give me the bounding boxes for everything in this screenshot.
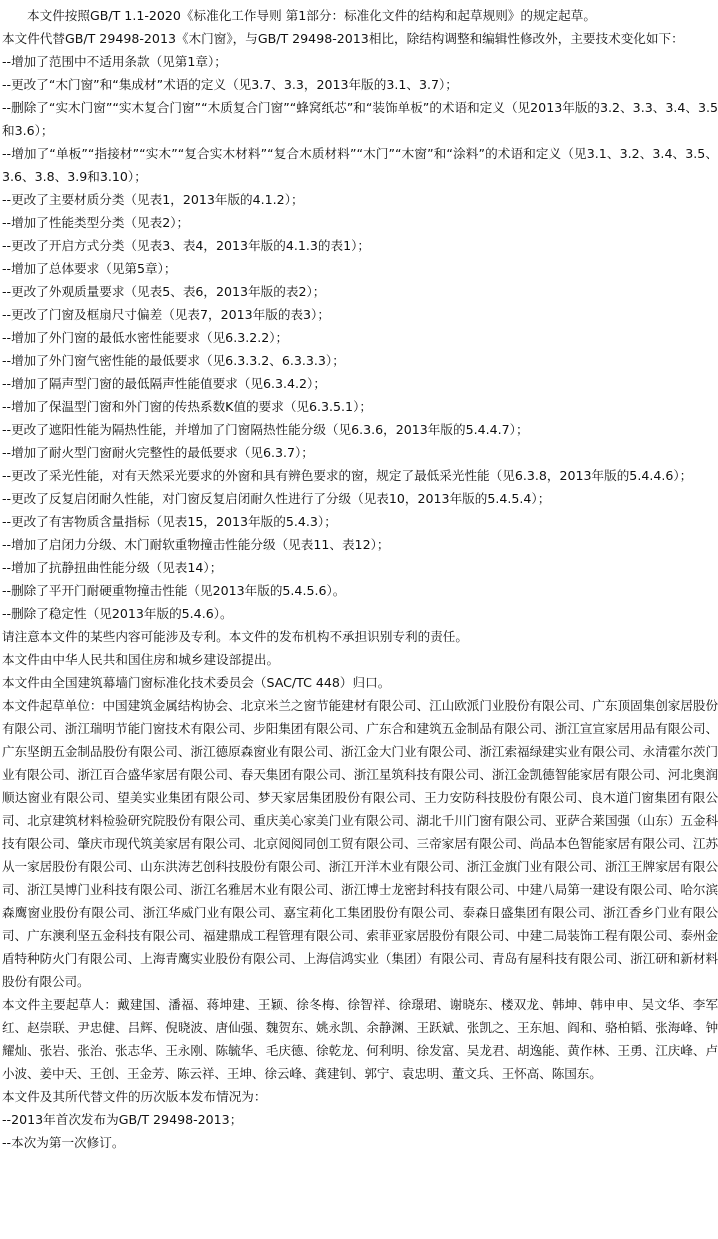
change-list-item: --更改了采光性能，对有天然采光要求的外窗和具有辨色要求的窗，规定了最低采光性能（见6.3.8，2013年版的5.4.4.6）； [2,468,693,483]
change-list-item: --更改了开启方式分类（见表3、表4，2013年版的4.1.3的表1）； [2,238,370,253]
version-history-heading: 本文件及其所代替文件的历次版本发布情况为： [2,1089,267,1104]
committee-paragraph: 本文件由全国建筑幕墙门窗标准化技术委员会（SAC/TC 448）归口。 [2,675,391,690]
version-history-item: --2013年首次发布为GB/T 29498-2013； [2,1112,243,1127]
change-list-item: --增加了“单板”“指接材”“实木”“复合实木材料”“复合木质材料”“木门”“木窗”和“涂料”的术语和定义（见3.1、3.2、3.4、3.5、3.6、3.8、3.9和3.10）； [2,146,718,184]
drafters-paragraph: 本文件主要起草人：戴建国、潘福、蒋坤建、王颖、徐冬梅、徐智祥、徐璟珺、谢晓东、楼双龙、韩坤、韩申申、吴文华、李军红、赵崇联、尹忠健、吕辉、倪晓波、唐仙强、魏贺东、姚永凯、余静渊、王跃斌、张凯之、王东旭、阎和、骆柏韬、张海峰、钟耀灿、张岩、张治、张志华、王永刚、陈毓华、毛庆德、徐乾龙、何利明、徐发富、吴龙君、胡逸能、黄作林、王勇、江庆峰、卢小波、姜中天、王创、王金芳、陈云祥、王坤、徐云峰、龚建钊、郭宁、袁忠明、董文兵、王怀高、陈国东。 [2,997,718,1081]
change-list-item: --删除了稳定性（见2013年版的5.4.6）。 [2,606,233,621]
change-list-item: --增加了启闭力分级、木门耐软重物撞击性能分级（见表11、表12）； [2,537,390,552]
version-history-item: --本次为第一次修订。 [2,1135,125,1150]
change-list-item: --更改了外观质量要求（见表5、表6，2013年版的表2）； [2,284,326,299]
change-list-item: --更改了遮阳性能为隔热性能，并增加了门窗隔热性能分级（见6.3.6，2013年版的5.4.4.7）； [2,422,529,437]
change-list-item: --更改了反复启闭耐久性能，对门窗反复启闭耐久性进行了分级（见表10，2013年版的5.4.5.4）； [2,491,551,506]
replacement-statement-paragraph: 本文件代替GB/T 29498-2013《木门窗》，与GB/T 29498-2013相比，除结构调整和编辑性修改外，主要技术变化如下： [2,31,684,46]
change-list-item: --增加了总体要求（见第5章）； [2,261,177,276]
drafting-units-paragraph: 本文件起草单位：中国建筑金属结构协会、北京米兰之窗节能建材有限公司、江山欧派门业股份有限公司、广东顶固集创家居股份有限公司、浙江瑞明节能门窗技术有限公司、步阳集团有限公司、广东合和建筑五金制品有限公司、浙江宣宣家居用品有限公司、广东坚朗五金制品股份有限公司、浙江德原森窗业有限公司、浙江金大门业有限公司、浙江索福绿建实业有限公司、永清霍尔茨门业有限公司、浙江百合盛华家居有限公司、春天集团有限公司、浙江星筑科技有限公司、浙江金凯德智能家居有限公司、河北奥润顺达窗业有限公司、望美实业集团有限公司、梦天家居集团股份有限公司、王力安防科技股份有限公司、良木道门窗集团有限公司、北京建筑材料检验研究院股份有限公司、重庆美心家美门业有限公司、湖北千川门窗有限公司、亚萨合莱国强（山东）五金科技有限公司、肇庆市现代筑美家居有限公司、北京阅阅同创工贸有限公司、三帝家居有限公司、尚品本色智能家居有限公司、江苏从一家居股份有限公司、山东洪涛艺创科技股份有限公司、浙江开洋木业有限公司、浙江金旗门业有限公司、浙江王牌家居有限公司、浙江昊博门业科技有限公司、浙江名雅居木业有限公司、浙江博士龙密封科技有限公司、中建八局第一建设有限公司、哈尔滨森鹰窗业股份有限公司、浙江华威门业有限公司、嘉宝莉化工集团股份有限公司、泰森日盛集团有限公司、浙江香乡门业有限公司、广东澳利坚五金科技有限公司、福建鼎成工程管理有限公司、索菲亚家居股份有限公司、中建二局装饰工程有限公司、泰州金盾特种防火门有限公司、上海青鹰实业股份有限公司、上海信鸿实业（集团）有限公司、青岛有屋科技有限公司、浙江研和新材料股份有限公司。 [2,698,718,989]
change-list-item: --更改了“木门窗”和“集成材”术语的定义（见3.7、3.3，2013年版的3.1、3.7）； [2,77,458,92]
change-list-item: --删除了平开门耐硬重物撞击性能（见2013年版的5.4.5.6）。 [2,583,346,598]
change-list-item: --更改了主要材质分类（见表1，2013年版的4.1.2）； [2,192,304,207]
patent-notice-paragraph: 请注意本文件的某些内容可能涉及专利。本文件的发布机构不承担识别专利的责任。 [2,629,468,644]
change-list-item: --增加了抗静扭曲性能分级（见表14）； [2,560,223,575]
drafting-basis-paragraph: 本文件按照GB/T 1.1-2020《标准化工作导则 第1部分：标准化文件的结构和起草规则》的规定起草。 [27,8,596,23]
change-list-item: --删除了“实木门窗”“实木复合门窗”“木质复合门窗”“蜂窝纸芯”和“装饰单板”的术语和定义（见2013年版的3.2、3.3、3.4、3.5和3.6）； [2,100,718,138]
change-list-item: --增加了隔声型门窗的最低隔声性能值要求（见6.3.4.2）； [2,376,326,391]
change-list-item: --增加了外门窗气密性能的最低要求（见6.3.3.2、6.3.3.3）； [2,353,345,368]
change-list-item: --增加了耐火型门窗耐火完整性的最低要求（见6.3.7）； [2,445,314,460]
change-list-item: --更改了有害物质含量指标（见表15，2013年版的5.4.3）； [2,514,337,529]
change-list-item: --增加了范围中不适用条款（见第1章）； [2,54,227,69]
change-list-item: --更改了门窗及框扇尺寸偏差（见表7，2013年版的表3）； [2,307,330,322]
change-list-item: --增加了外门窗的最低水密性能要求（见6.3.2.2）； [2,330,289,345]
change-list-item: --增加了性能类型分类（见表2）； [2,215,190,230]
proposer-paragraph: 本文件由中华人民共和国住房和城乡建设部提出。 [2,652,280,667]
change-list-item: --增加了保温型门窗和外门窗的传热系数K值的要求（见6.3.5.1）； [2,399,372,414]
